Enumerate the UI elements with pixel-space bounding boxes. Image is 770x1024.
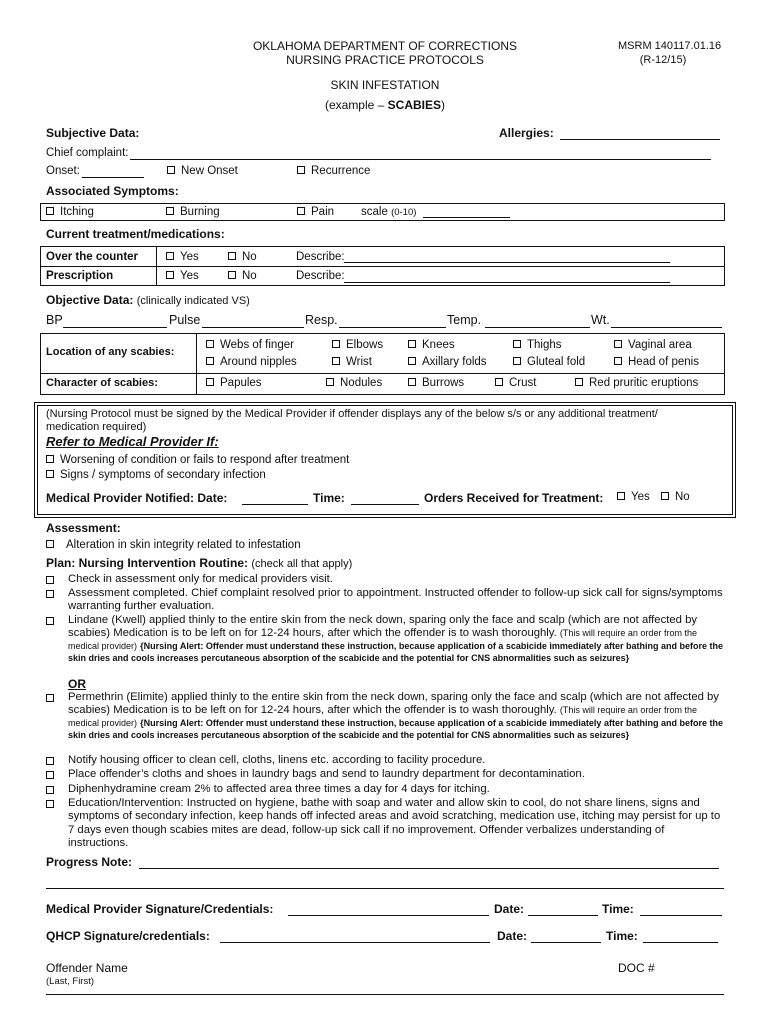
- checkbox-icon[interactable]: [46, 455, 54, 463]
- notified-time-label: Time:: [313, 491, 345, 505]
- otc-describe-label: Describe:: [296, 251, 345, 263]
- axillary-option[interactable]: Axillary folds: [408, 356, 487, 368]
- checkbox-icon[interactable]: [167, 166, 175, 174]
- gluteal-option[interactable]: Gluteal fold: [513, 356, 585, 368]
- checkbox-icon[interactable]: [206, 340, 214, 348]
- checkbox-icon[interactable]: [408, 378, 416, 386]
- checkbox-icon[interactable]: [46, 617, 54, 625]
- progress-note-field[interactable]: [139, 868, 719, 869]
- burrows-option[interactable]: Burrows: [408, 377, 464, 389]
- checkbox-icon[interactable]: [46, 576, 54, 584]
- treatment-col-divider: [156, 246, 157, 286]
- revision: (R-12/15): [639, 54, 687, 66]
- knees-option[interactable]: Knees: [408, 339, 455, 351]
- checkbox-icon[interactable]: [46, 786, 54, 794]
- chief-complaint-field[interactable]: [130, 159, 711, 160]
- burning-option[interactable]: Burning: [166, 206, 220, 218]
- refer-note: (Nursing Protocol must be signed by the Medical Provider if offender displays any of the below s/s or any additional treatment/ medication required): [46, 408, 658, 433]
- rx-describe-field[interactable]: [344, 282, 670, 283]
- qhcp-time-label: Time:: [606, 929, 638, 943]
- onset-label: Onset:: [46, 165, 80, 177]
- mp-time-label: Time:: [602, 902, 634, 916]
- wt-label: Wt.: [591, 313, 610, 327]
- checkbox-icon[interactable]: [513, 357, 521, 365]
- chief-complaint-label: Chief complaint:: [46, 147, 129, 159]
- qhcp-signature-field[interactable]: [220, 942, 490, 943]
- form-number: MSRM 140117.01.16: [618, 40, 722, 52]
- refer-infection-option[interactable]: Signs / symptoms of secondary infection: [46, 469, 266, 481]
- subjective-label: Subjective Data:: [46, 126, 140, 140]
- checkbox-icon[interactable]: [46, 540, 54, 548]
- form-title: SKIN INFESTATION: [330, 78, 440, 92]
- bp-field[interactable]: [63, 327, 167, 328]
- orders-received-label: Orders Received for Treatment:: [424, 491, 604, 505]
- plan-item-1[interactable]: Check in assessment only for medical providers visit.: [46, 573, 726, 586]
- checkbox-icon[interactable]: [513, 340, 521, 348]
- plan-label: Plan: Nursing Intervention Routine: (check all that apply): [46, 556, 353, 570]
- form-subtitle: (example – SCABIES): [324, 98, 446, 112]
- checkbox-icon[interactable]: [46, 470, 54, 478]
- checkbox-icon[interactable]: [46, 207, 54, 215]
- rx-yes-option[interactable]: Yes: [166, 270, 199, 282]
- assessment-option[interactable]: Alteration in skin integrity related to infestation: [46, 539, 301, 551]
- checkbox-icon[interactable]: [408, 357, 416, 365]
- pain-scale-label: scale (0-10): [361, 206, 417, 218]
- allergies-field[interactable]: [560, 139, 720, 140]
- new-onset-option[interactable]: New Onset: [167, 165, 238, 177]
- checkbox-icon[interactable]: [46, 800, 54, 808]
- temp-label: Temp.: [447, 313, 482, 327]
- notified-time-field[interactable]: [351, 504, 419, 505]
- plan-item-2[interactable]: Assessment completed. Chief complaint resolved prior to appointment. Instructed offender to follow-up sick call for signs/symptoms warranting further evaluation.: [46, 587, 726, 614]
- wrist-option[interactable]: Wrist: [332, 356, 372, 368]
- resp-field[interactable]: [339, 327, 446, 328]
- qhcp-time-field[interactable]: [643, 942, 718, 943]
- associated-symptoms-label: Associated Symptoms:: [46, 184, 179, 198]
- rx-no-option[interactable]: No: [228, 270, 257, 282]
- allergies-label: Allergies:: [499, 126, 554, 140]
- checkbox-icon[interactable]: [617, 492, 625, 500]
- treatment-row-divider: [40, 266, 725, 267]
- checkbox-icon[interactable]: [46, 590, 54, 598]
- or-separator: OR: [68, 677, 86, 691]
- progress-note-label: Progress Note:: [46, 855, 133, 869]
- mp-signature-field[interactable]: [288, 915, 489, 916]
- checkbox-icon[interactable]: [228, 271, 236, 279]
- mp-date-field[interactable]: [528, 915, 598, 916]
- elbows-option[interactable]: Elbows: [332, 339, 383, 351]
- plan-item-4[interactable]: Permethrin (Elimite) applied thinly to the entire skin from the neck down, sparing only the face and scalp (which are not affected by scabies) Medication is to be left on for 12-24 hours, after which the offender is to wash thoroughly. (This will require an order from the medical provider) {Nursing Alert: Offender must understand these instruction, because application of a scabicide immediately after bathing and before the skin dries and cools increases percutaneous absorption of the scabicide and the potential for CNS abnormalities such as seizures}: [46, 691, 726, 742]
- rx-describe-label: Describe:: [296, 270, 345, 282]
- checkbox-icon[interactable]: [166, 252, 174, 260]
- checkbox-icon[interactable]: [206, 357, 214, 365]
- pain-option[interactable]: Pain: [297, 206, 334, 218]
- recurrence-option[interactable]: Recurrence: [297, 165, 370, 177]
- mp-time-field[interactable]: [640, 915, 722, 916]
- provider-notified-label: Medical Provider Notified: Date:: [46, 491, 228, 505]
- location-row-divider: [40, 373, 725, 374]
- doc-number-label: DOC #: [618, 961, 655, 975]
- checkbox-icon[interactable]: [332, 340, 340, 348]
- qhcp-signature-label: QHCP Signature/credentials:: [46, 929, 210, 943]
- checkbox-icon[interactable]: [46, 694, 54, 702]
- otc-describe-field[interactable]: [344, 262, 670, 263]
- onset-field[interactable]: [82, 177, 144, 178]
- otc-yes-option[interactable]: Yes: [166, 251, 199, 263]
- orders-no-option[interactable]: No: [661, 491, 690, 503]
- objective-label: Objective Data: (clinically indicated VS): [46, 293, 250, 307]
- checkbox-icon[interactable]: [614, 340, 622, 348]
- temp-field[interactable]: [485, 327, 590, 328]
- checkbox-icon[interactable]: [166, 271, 174, 279]
- bp-label: BP: [46, 313, 63, 327]
- checkbox-icon[interactable]: [206, 378, 214, 386]
- offender-line[interactable]: [46, 994, 724, 995]
- checkbox-icon[interactable]: [495, 378, 503, 386]
- papules-option[interactable]: Papules: [206, 377, 262, 389]
- around-nipples-option[interactable]: Around nipples: [206, 356, 297, 368]
- checkbox-icon[interactable]: [46, 771, 54, 779]
- last-first-label: (Last, First): [46, 976, 95, 987]
- nodules-option[interactable]: Nodules: [326, 377, 382, 389]
- refer-title: Refer to Medical Provider If:: [46, 434, 219, 449]
- pulse-field[interactable]: [202, 327, 304, 328]
- mp-signature-label: Medical Provider Signature/Credentials:: [46, 902, 274, 916]
- checkbox-icon[interactable]: [408, 340, 416, 348]
- checkbox-icon[interactable]: [661, 492, 669, 500]
- qhcp-date-field[interactable]: [531, 942, 601, 943]
- checkbox-icon[interactable]: [297, 166, 305, 174]
- resp-label: Resp.: [305, 313, 338, 327]
- otc-no-option[interactable]: No: [228, 251, 257, 263]
- plan-item-7[interactable]: Diphenhydramine cream 2% to affected area three times a day for 4 days for itching.: [46, 783, 726, 796]
- dept-name: OKLAHOMA DEPARTMENT OF CORRECTIONS: [252, 39, 518, 53]
- protocols-title: NURSING PRACTICE PROTOCOLS: [286, 53, 484, 67]
- thighs-option[interactable]: Thighs: [513, 339, 562, 351]
- notified-date-field[interactable]: [242, 504, 308, 505]
- character-label: Character of scabies:: [46, 377, 158, 389]
- crust-option[interactable]: Crust: [495, 377, 536, 389]
- plan-item-3[interactable]: Lindane (Kwell) applied thinly to the entire skin from the neck down, sparing only the face and scalp (which are not affected by scabies) Medication is to be left on for 12-24 hours, after which the offender is to wash thoroughly. (This will require an order from the medical provider) {Nursing Alert: Offender must understand these instruction, because application of a scabicide immediately after bathing and before the skin dries and cools increases percutaneous absorption of the scabicide and the potential for CNS abnormalities such as seizures}: [46, 614, 726, 665]
- qhcp-date-label: Date:: [497, 929, 528, 943]
- itching-option[interactable]: Itching: [46, 206, 94, 218]
- assessment-label: Assessment:: [46, 521, 121, 535]
- otc-label: Over the counter: [46, 251, 139, 263]
- checkbox-icon[interactable]: [166, 207, 174, 215]
- offender-name-label: Offender Name: [46, 961, 128, 975]
- refer-worsening-option[interactable]: Worsening of condition or fails to respond after treatment: [46, 454, 349, 466]
- progress-note-line-2[interactable]: [46, 888, 724, 889]
- checkbox-icon[interactable]: [614, 357, 622, 365]
- mp-date-label: Date:: [494, 902, 525, 916]
- pain-scale-field[interactable]: [423, 217, 510, 218]
- pulse-label: Pulse: [169, 313, 201, 327]
- checkbox-icon[interactable]: [228, 252, 236, 260]
- plan-item-8[interactable]: Education/Intervention: Instructed on hygiene, bathe with soap and water and allow skin to cool, do not share linens, signs and symptoms of secondary infection, keep hands off infected areas and avoid scratching, medication use, itching may persist for up to 7 days even though scabies mites are dead, follow-up sick call if no improvement. Offender verbalizes understanding of instructions.: [46, 797, 726, 851]
- form-number-block: [618, 39, 722, 67]
- plan-item-5[interactable]: Notify housing officer to clean cell, cloths, linens etc. according to facility procedure.: [46, 754, 726, 767]
- plan-item-6[interactable]: Place offender’s cloths and shoes in laundry bags and send to laundry department for decontamination.: [46, 768, 726, 781]
- orders-yes-option[interactable]: Yes: [617, 491, 650, 503]
- checkbox-icon[interactable]: [332, 357, 340, 365]
- vaginal-option[interactable]: Vaginal area: [614, 339, 692, 351]
- location-label: Location of any scabies:: [46, 346, 175, 358]
- penis-option[interactable]: Head of penis: [614, 356, 699, 368]
- checkbox-icon[interactable]: [297, 207, 305, 215]
- webs-option[interactable]: Webs of finger: [206, 339, 294, 351]
- checkbox-icon[interactable]: [326, 378, 334, 386]
- checkbox-icon[interactable]: [575, 378, 583, 386]
- prescription-label: Prescription: [46, 270, 114, 282]
- checkbox-icon[interactable]: [46, 757, 54, 765]
- red-pruritic-option[interactable]: Red pruritic eruptions: [575, 377, 698, 389]
- current-treatment-label: Current treatment/medications:: [46, 227, 225, 241]
- location-col-divider: [196, 333, 197, 395]
- wt-field[interactable]: [611, 327, 722, 328]
